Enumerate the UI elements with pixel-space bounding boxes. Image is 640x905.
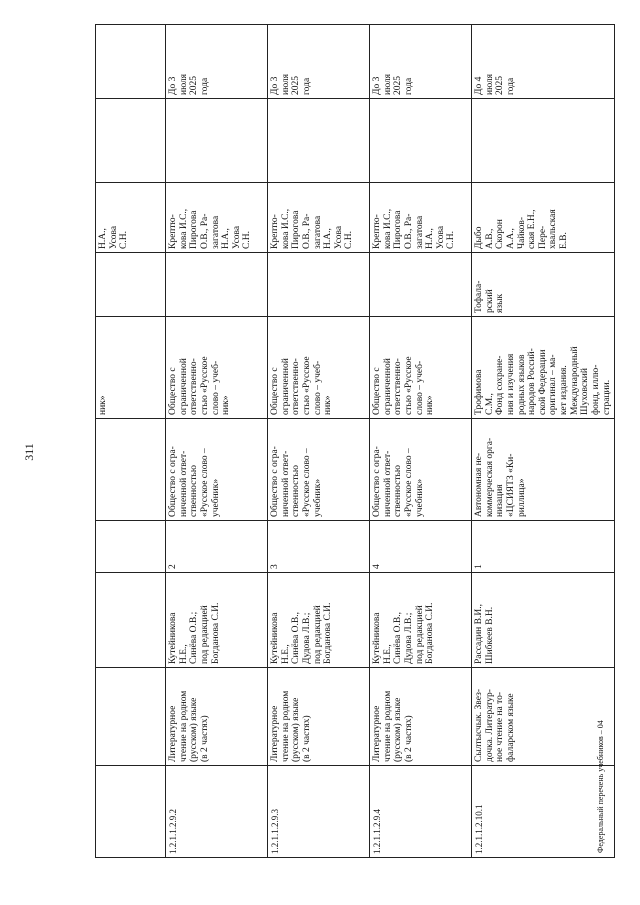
cell-rec: [370, 99, 472, 183]
cell-language: [166, 253, 268, 317]
cell-rec: [96, 99, 166, 183]
cell-text: До 3 июля 2025 года: [372, 73, 414, 95]
cell-deadline: [268, 25, 370, 99]
cell-language: [370, 253, 472, 317]
cell-publisher-full: [370, 317, 472, 419]
cell-grade: [96, 521, 166, 573]
cell-text: Крептю- кова И.С., Пирогова О.В., Ра- загатова Н.А., Усова С.Н.: [270, 208, 355, 249]
cell-language: [472, 253, 615, 317]
cell-text: Сылтысчык. Звез- дочка. Литератур- ное чтение на то- фаларском языке: [474, 689, 516, 762]
cell-text: До 3 июля 2025 года: [270, 73, 312, 95]
table-row: [370, 25, 472, 858]
cell-rec: [166, 99, 268, 183]
cell-text: 4: [372, 564, 382, 569]
cell-text: Общество с ограниченной ответственно- стью «Русское слово – учеб- ник»: [372, 356, 436, 415]
cell-text: Рассадин В.И., Шибкеев В.Н.: [474, 604, 495, 664]
cell-authors: [268, 573, 370, 668]
cell-text: Крептю- кова И.С., Пирогова О.В., Ра- загатова Н.А., Усова С.Н.: [372, 208, 457, 249]
cell-publisher-full: [96, 317, 166, 419]
cell-developer: [96, 183, 166, 253]
cell-text: Общество с огра- ниченной ответ- ственностью «Русское слово – учебник»: [372, 446, 425, 517]
textbook-table: [95, 24, 615, 858]
cell-grade: [370, 521, 472, 573]
cell-developer: [370, 183, 472, 253]
cell-deadline: [370, 25, 472, 99]
cell-text: Дыбо А.В., Скорон А.А., Чайков- ская Е.Н., Пере- хвальская Е.В.: [474, 209, 569, 249]
cell-title: [166, 668, 268, 766]
cell-text: 1.2.1.1.2.9.4: [372, 809, 382, 854]
cell-language: [268, 253, 370, 317]
table-row: [472, 25, 615, 858]
cell-title: [268, 668, 370, 766]
cell-text: Н.А., Усова С.Н.: [98, 225, 130, 249]
cell-text: 1.2.1.1.2.9.2: [168, 809, 178, 854]
cell-text: Литературное чтение на родном (русском) языке (в 2 частях): [372, 690, 414, 762]
cell-authors: [166, 573, 268, 668]
cell-text: 1.2.1.1.2.9.3: [270, 809, 280, 854]
cell-publisher-full: [166, 317, 268, 419]
cell-text: Общество с ограниченной ответственно- стью «Русское слово – учеб- ник»: [168, 356, 232, 415]
cell-text: Автономная не- коммерческая орга- низация «ЦСИЯТЗ «Ки- риллица»: [474, 437, 527, 517]
cell-text: Общество с огра- ниченной ответ- ственностью «Русское слово – учебник»: [168, 446, 221, 517]
cell-rec: [268, 99, 370, 183]
cell-code: [370, 766, 472, 858]
cell-authors: [472, 573, 615, 668]
cell-grade: [268, 521, 370, 573]
cell-text: Общество с огра- ниченной ответ- ственностью «Русское слово – учебник»: [270, 446, 323, 517]
cell-text: Крептю- кова И.С., Пирогова О.В., Ра- загатова Н.А., Усова С.Н.: [168, 208, 253, 249]
page-number: 311: [22, 443, 36, 461]
cell-authors: [370, 573, 472, 668]
cell-text: 3: [270, 564, 280, 569]
cell-publisher-full: [472, 317, 615, 419]
cell-text: Литературное чтение на родном (русском) языке (в 2 частях): [168, 690, 210, 762]
cell-developer: [268, 183, 370, 253]
cell-code: [166, 766, 268, 858]
cell-text: Общество с ограниченной ответственно- стью «Русское слово – учеб- ник»: [270, 356, 334, 415]
cell-rec: [472, 99, 615, 183]
table-body: [96, 25, 615, 858]
cell-deadline: [96, 25, 166, 99]
cell-language: [96, 253, 166, 317]
table-row: [166, 25, 268, 858]
cell-publisher: [166, 419, 268, 521]
table-row: [268, 25, 370, 858]
cell-text: ник»: [98, 395, 108, 415]
cell-text: Кутейникова Н.Е., Синёва О.В.; под редакцией Богданова С.И.: [168, 602, 221, 664]
cell-code: [268, 766, 370, 858]
cell-text: До 4 июля 2025 года: [474, 73, 516, 95]
cell-developer: [166, 183, 268, 253]
cell-deadline: [472, 25, 615, 99]
cell-text: Трофимова С.М., Фонд сохране- ния и изучения родных языков народов Россий- ской Федерации оригинал – ма- кет издания. Международный Шуховский фонд, иллю- страции.: [474, 346, 612, 415]
cell-publisher: [370, 419, 472, 521]
cell-authors: [96, 573, 166, 668]
cell-text: 1: [474, 564, 484, 569]
cell-text: Тофала- рский язык: [474, 280, 506, 313]
cell-publisher: [96, 419, 166, 521]
cell-publisher-full: [268, 317, 370, 419]
cell-deadline: [166, 25, 268, 99]
cell-text: 1.2.1.1.2.10.1: [474, 804, 484, 854]
cell-title: [370, 668, 472, 766]
cell-code: [96, 766, 166, 858]
cell-title: [472, 668, 615, 766]
cell-text: Литературное чтение на родном (русском) языке (в 2 частях): [270, 690, 312, 762]
cell-text: 2: [168, 564, 178, 569]
table-row: [96, 25, 166, 858]
cell-text: Кутейникова Н.Е., Синёва О.В., Дудова Л.В.; под редакцией Богданова С.И.: [372, 602, 436, 664]
cell-grade: [166, 521, 268, 573]
cell-title: [96, 668, 166, 766]
cell-publisher: [472, 419, 615, 521]
page-footer: Федеральный перечень учебников – 04: [596, 720, 605, 853]
cell-developer: [472, 183, 615, 253]
cell-code: [472, 766, 615, 858]
cell-text: Кутейникова Н.Е., Синёва О.В., Дудова Л.В.; под редакцией Богданова С.И.: [270, 602, 334, 664]
cell-grade: [472, 521, 615, 573]
cell-publisher: [268, 419, 370, 521]
cell-text: До 3 июля 2025 года: [168, 73, 210, 95]
